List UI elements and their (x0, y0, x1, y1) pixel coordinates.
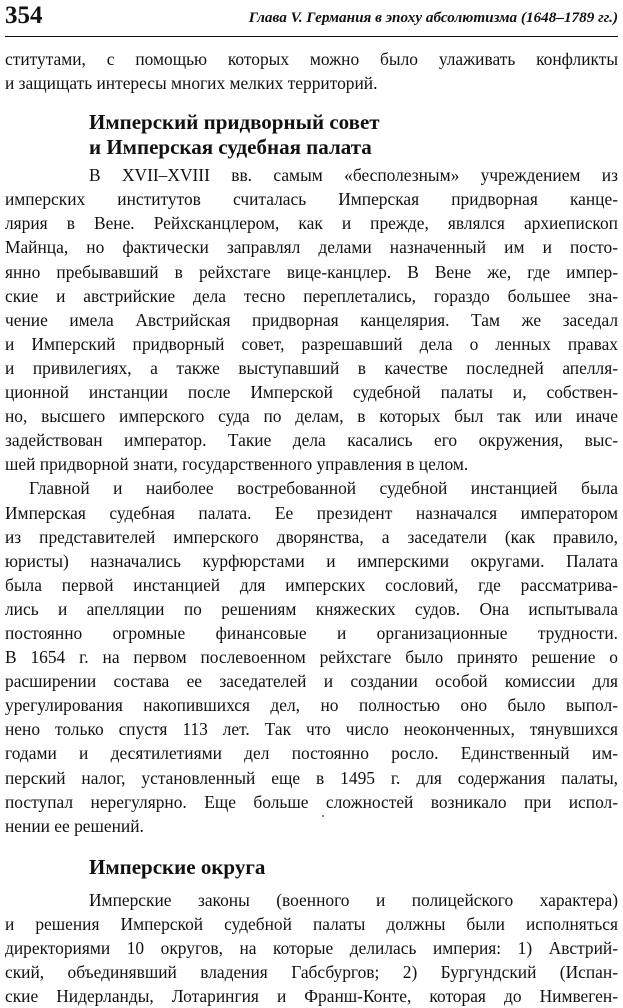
text-line: нении ее решений. (5, 815, 144, 836)
heading-line: Имперский придворный совет (89, 110, 380, 135)
text-line: и привилегиях, а также выступавший в качестве последней апелля- (5, 357, 618, 378)
section-heading-imperial-council (5, 110, 618, 160)
page-header (5, 0, 618, 37)
text-line: Имперская судебная палата. Ее президент назначался императором (5, 502, 618, 523)
text-line: и решения Имперской судебной палаты должны были исполняться (5, 913, 618, 934)
intro-paragraph (5, 47, 618, 95)
section1-paragraph2 (5, 476, 618, 837)
text-line: шей придворной знати, государственного управления в целом. (5, 454, 469, 475)
running-head: Глава V. Германия в эпоху абсолютизма (1648–1789 гг.) (248, 9, 618, 26)
text-line: Имперские законы (военного и полицейского характера) (89, 889, 618, 910)
text-line: юристы) назначались курфюрстами и имперскими округами. Палата (5, 550, 618, 571)
text-line: поступал нерегулярно. Еще больше сложностей возникало при испол- (5, 791, 618, 812)
section-heading-imperial-circles: Имперские округа (89, 854, 266, 879)
text-line: ские и австрийские дела тесно переплетались, гораздо большее зна- (5, 285, 618, 306)
text-line: годами и десятилетиями дел постоянно росло. Единственный им- (5, 743, 618, 764)
text-line: Майнца, но фактически заправлял делами назначенный им и посто- (5, 237, 618, 258)
section2-paragraph1 (5, 888, 618, 1008)
text-line: чение имела Австрийская придворная канцелярия. Там же заседал (5, 309, 618, 330)
text-line: Главной и наиболее востребованной судебной инстанцией была (29, 478, 618, 499)
text-line: но, высшего имперского суда по делам, в которых был так или иначе (5, 406, 618, 427)
text-line: В 1654 г. на первом послевоенном рейхстаге было принято решение о (5, 647, 618, 668)
text-line: имперских институтов считалась Имперская придворная канце- (5, 189, 618, 210)
text-line: нено только спустя 113 лет. Так что число неоконченных, тянувшихся (5, 719, 618, 740)
heading-line: и Имперская судебная палата (89, 135, 372, 160)
book-page (5, 0, 618, 1008)
page-number: 354 (5, 2, 43, 29)
text-line: урегулирования накопившихся дел, но полностью оно было выпол- (5, 695, 618, 716)
text-line: ционной инстанции после Имперской судебной палаты и, собствен- (5, 382, 618, 403)
text-line: задействован император. Такие дела касались его окружения, выс- (5, 430, 618, 451)
text-line: и защищать интересы многих мелких территорий. (5, 73, 378, 94)
text-line: ские Нидерланды, Лотарингия и Франш-Конте, которая до Нимвеген- (5, 986, 618, 1007)
scan-speck (322, 815, 324, 817)
text-line: ститутами, с помощью которых можно было улаживать конфликты (5, 49, 618, 69)
text-line: постоянно огромные финансовые и организационные трудности. (5, 622, 618, 643)
text-line: из представителей имперского дворянства, а заседатели (как правило, (5, 526, 618, 547)
text-line: янно пребывавший в рейхстаге вице-канцлер. В Вене же, где импер- (5, 261, 618, 282)
text-line: лись и апелляции по решениям княжеских судов. Она испытывала (5, 598, 618, 619)
text-line: лярия в Вене. Рейхсканцлером, как и прежде, являлся архиепископ (5, 213, 618, 234)
text-line: В XVII–XVIII вв. самым «бесполезным» учреждением из (89, 165, 618, 186)
text-line: и Имперский придворный совет, разрешавший дела о ленных правах (5, 333, 618, 354)
section1-paragraph1 (5, 163, 618, 476)
text-line: директориями 10 округов, на которые делилась империя: 1) Австрий- (5, 938, 618, 958)
text-line: ский, объединявший владения Габсбургов; 2) Бургундский (Испан- (5, 962, 618, 983)
text-line: расширении состава ее заседателей и создании особой комиссии для (5, 671, 618, 692)
text-line: перский налог, установленный еще в 1495 г. для содержания палаты, (5, 767, 618, 788)
text-line: была первой инстанцией для имперских сословий, где рассматрива- (5, 574, 618, 595)
